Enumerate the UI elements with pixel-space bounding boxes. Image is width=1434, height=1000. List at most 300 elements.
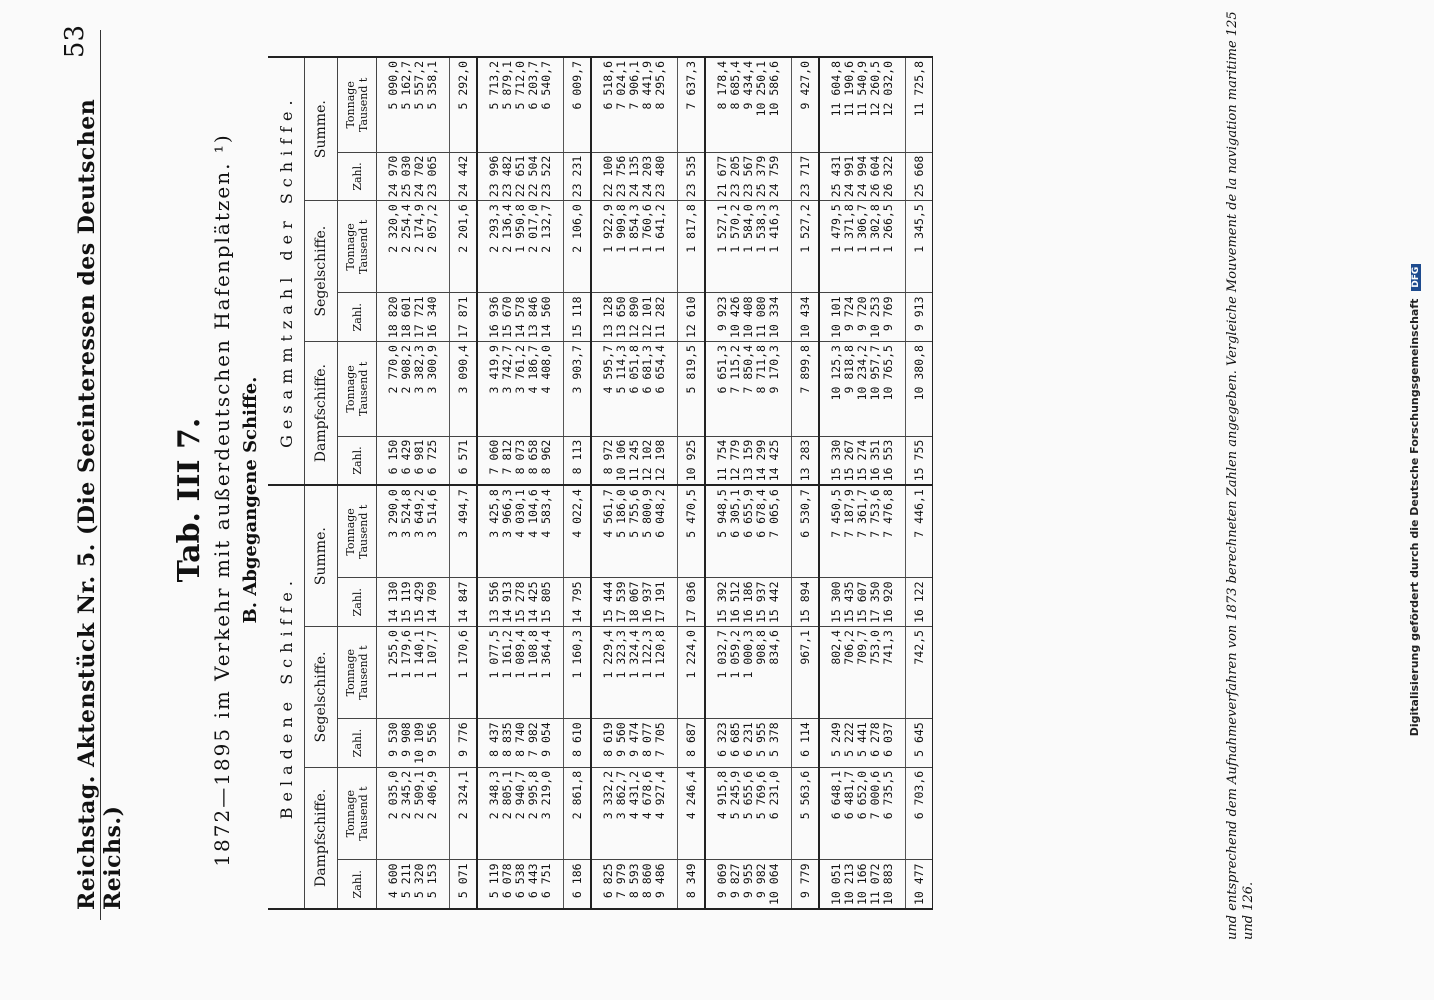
average-cell: 5 470,5	[678, 485, 706, 578]
table-cell: 10 253	[869, 293, 882, 342]
table-cell: 1 122,3	[641, 627, 654, 719]
average-cell: 1 224,0	[678, 627, 706, 719]
table-cell: 1 059,2	[729, 627, 742, 719]
average-cell: 2 324,1	[450, 767, 478, 860]
average-cell: 9 779	[792, 860, 820, 908]
table-cell: 1 909,8	[615, 201, 628, 293]
table-cell: 6 323	[716, 719, 729, 768]
table-cell: 2 908,2	[400, 342, 413, 437]
average-cell: 7 446,1	[906, 485, 933, 578]
table-cell: 6 685	[729, 719, 742, 768]
table-cell: 16 186	[742, 578, 755, 627]
table-cell: 12 198	[654, 436, 667, 485]
table-cell: 23 482	[501, 152, 514, 201]
average-cell: 15 755	[906, 436, 933, 485]
table-cell: 11 080	[755, 293, 768, 342]
table-cell: 6 540,7	[540, 58, 553, 152]
table-cell: 15 442	[768, 578, 781, 627]
average-cell: 12 610	[678, 293, 706, 342]
average-cell: 6 114	[792, 719, 820, 768]
table-cell: 23 480	[654, 152, 667, 201]
table-cell: 1 120,8	[654, 627, 667, 719]
average-cell: 2 201,6	[450, 201, 478, 293]
table-cell: 7 850,4	[742, 342, 755, 437]
table-cell: 1 324,4	[628, 627, 641, 719]
table-cell: 24 203	[641, 152, 654, 201]
table-cell: 2 057,2	[426, 201, 439, 293]
table-cell: 5 114,3	[615, 342, 628, 437]
table-cell: 1 302,8	[869, 201, 882, 293]
table-cell: 1 306,7	[856, 201, 869, 293]
table-cell: 6 051,8	[628, 342, 641, 437]
table-cell: 9 982	[754, 863, 768, 899]
table-cell: 3 514,6	[426, 485, 439, 578]
type-header: Summe.	[305, 58, 338, 201]
table-cell: 7 000,6	[869, 767, 882, 860]
table-cell: 1 760,6	[641, 201, 654, 293]
table-cell: 2 406,9	[426, 767, 439, 860]
table-cell: 5 153	[425, 863, 439, 899]
type-header: Summe.	[305, 485, 338, 626]
table-cell: 5 879,1	[501, 58, 514, 152]
table-cell: 5 557,2	[413, 58, 426, 152]
column-header: Tonnage Tausend t	[338, 58, 377, 152]
table-cell: 1 854,3	[628, 201, 641, 293]
table-cell: 9 069	[715, 863, 729, 899]
table-cell: 10 426	[729, 293, 742, 342]
table-cell: 9 556	[426, 719, 439, 768]
table-cell: 3 524,8	[400, 485, 413, 578]
table-cell: 10 408	[742, 293, 755, 342]
table-cell: 23 756	[615, 152, 628, 201]
table-cell: 8 685,4	[729, 58, 742, 152]
table-cell: 15 937	[755, 578, 768, 627]
table-cell: 6 078	[500, 863, 514, 899]
table-cell: 7 906,1	[628, 58, 641, 152]
table-cell: 2 940,7	[514, 767, 527, 860]
table-cell: 3 425,8	[488, 485, 501, 578]
table-cell: 1 922,9	[602, 201, 615, 293]
table-cell: 6 981	[413, 436, 426, 485]
table-cell: 7 476,8	[882, 485, 895, 578]
average-cell: 3 090,4	[450, 342, 478, 437]
average-cell: 1 160,3	[564, 627, 592, 719]
table-cell: 16 553	[882, 436, 895, 485]
type-header: Dampfschiffe.	[305, 342, 338, 486]
table-cell: 1 089,4	[514, 627, 527, 719]
average-cell: 5 563,6	[792, 767, 820, 860]
table-cell: 1 179,6	[400, 627, 413, 719]
table-cell: 9 474	[628, 719, 641, 768]
table-cell: 1 323,3	[615, 627, 628, 719]
table-cell: 10 250,1	[755, 58, 768, 152]
table-cell: 6 150	[387, 436, 400, 485]
table-cell: 5 162,7	[400, 58, 413, 152]
table-cell: 9 827	[728, 863, 742, 899]
table-cell: 25 431	[830, 152, 843, 201]
table-cell: 13 650	[615, 293, 628, 342]
table-cell: 14 425	[527, 578, 540, 627]
average-cell: 1 170,6	[450, 627, 478, 719]
average-cell: 1 817,8	[678, 201, 706, 293]
average-cell: 10 380,8	[906, 342, 933, 437]
column-header: Tonnage Tausend t	[338, 767, 377, 860]
table-cell: 5 320	[412, 863, 426, 899]
average-cell: 14 847	[450, 578, 478, 627]
table-cell: 21 677	[716, 152, 729, 201]
table-cell: 15 330	[830, 436, 843, 485]
table-cell: 2 995,8	[527, 767, 540, 860]
table-cell: 15 670	[501, 293, 514, 342]
average-cell: 4 022,4	[564, 485, 592, 578]
table-cell: 5 655,6	[742, 767, 755, 860]
running-head-title: Reichstag. Aktenstück Nr. 5. (Die Seeinteressen des Deutschen Reichs.)	[74, 98, 126, 910]
table-cell: 4 595,7	[602, 342, 615, 437]
average-cell: 6 530,7	[792, 485, 820, 578]
table-cell: 15 278	[514, 578, 527, 627]
average-cell: 25 668	[906, 152, 933, 201]
table-cell: 11 072	[868, 863, 882, 905]
type-header: Segelschiffe.	[305, 627, 338, 768]
average-cell: 8 349	[678, 860, 706, 908]
average-cell: 10 434	[792, 293, 820, 342]
table-cell: 11 245	[628, 436, 641, 485]
average-cell: 9 427,0	[792, 58, 820, 152]
table-cell: 4 915,8	[716, 767, 729, 860]
table-cell: 1 140,1	[413, 627, 426, 719]
table-cell: 9 054	[540, 719, 553, 768]
table-row	[654, 58, 667, 908]
average-cell: 6 009,7	[564, 58, 592, 152]
table-cell: 2 035,0	[387, 767, 400, 860]
table-cell: 11 190,6	[843, 58, 856, 152]
table-cell: 8 619	[602, 719, 615, 768]
average-cell: 8 113	[564, 436, 592, 485]
table-cell: 24 991	[843, 152, 856, 201]
table-cell: 15 429	[413, 578, 426, 627]
table-cell: 10 957,7	[869, 342, 882, 437]
table-cell: 4 431,2	[628, 767, 641, 860]
table-cell: 1 000,3	[742, 627, 755, 719]
table-cell: 2 254,4	[400, 201, 413, 293]
table-cell: 22 651	[514, 152, 527, 201]
average-cell: 9 913	[906, 293, 933, 342]
table-cell: 13 159	[742, 436, 755, 485]
table-cell: 15 274	[856, 436, 869, 485]
table-cell: 9 560	[615, 719, 628, 768]
table-cell: 6 751	[539, 863, 553, 899]
table-cell: 15 444	[602, 578, 615, 627]
table-cell: 7 024,1	[615, 58, 628, 152]
table-cell: 8 593	[627, 863, 641, 899]
table-cell: 9 434,4	[742, 58, 755, 152]
table-cell: 753,0	[869, 627, 882, 719]
table-cell: 15 300	[830, 578, 843, 627]
table-cell: 7 361,7	[856, 485, 869, 578]
table-cell: 3 742,7	[501, 342, 514, 437]
table-cell: 7 065,6	[768, 485, 781, 578]
average-cell: 23 717	[792, 152, 820, 201]
table-cell: 2 132,7	[540, 201, 553, 293]
average-row	[906, 58, 933, 908]
table-row	[768, 58, 781, 908]
table-cell: 23 567	[742, 152, 755, 201]
column-header: Zahl.	[338, 436, 377, 485]
table-cell: 3 300,9	[426, 342, 439, 437]
table-cell: 25 030	[400, 152, 413, 201]
table-cell: 5 245,9	[729, 767, 742, 860]
table-cell: 3 332,2	[602, 767, 615, 860]
group-header-total: Gesammtzahl der Schiffe.	[268, 58, 305, 485]
table-cell: 709,7	[856, 627, 869, 719]
table-cell: 3 290,0	[387, 485, 400, 578]
table-cell: 2 017,0	[527, 201, 540, 293]
digitization-text: Digitalisierung gefördert durch die Deutsche Forschungsgemeinschaft	[1408, 298, 1421, 737]
table-cell: 6 735,5	[882, 767, 895, 860]
table-cell: 5 249	[830, 719, 843, 768]
table-cell: 23 205	[729, 152, 742, 201]
table-cell: 6 725	[426, 436, 439, 485]
table-cell: 23 522	[540, 152, 553, 201]
average-cell: 10 925	[678, 436, 706, 485]
table-cell: 24 994	[856, 152, 869, 201]
table-cell: 1 161,2	[501, 627, 514, 719]
table-cell: 4 927,4	[654, 767, 667, 860]
table-cell: 16 340	[426, 293, 439, 342]
table-cell: 8 740	[514, 719, 527, 768]
table-cell: 8 441,9	[641, 58, 654, 152]
table-cell: 5 222	[843, 719, 856, 768]
page-number: 53	[60, 25, 90, 59]
table-cell: 10 586,6	[768, 58, 781, 152]
table-cell: 8 972	[602, 436, 615, 485]
table-cell: 16 937	[641, 578, 654, 627]
average-cell: 23 231	[564, 152, 592, 201]
column-header: Zahl.	[338, 152, 377, 201]
average-cell: 15 118	[564, 293, 592, 342]
average-cell: 23 535	[678, 152, 706, 201]
column-header: Tonnage Tausend t	[338, 627, 377, 719]
average-cell: 7 899,8	[792, 342, 820, 437]
table-cell: 2 509,1	[413, 767, 426, 860]
average-cell: 1 345,5	[906, 201, 933, 293]
table-cell: 10 883	[881, 863, 895, 905]
table-cell: 6 443	[526, 863, 540, 899]
footnote: und entsprechend dem Aufnahmeverfahren von 1873 berechneten Zahlen angegeben. Vergleiche Mouvement de la navigation maritime 125 und 126.	[1225, 11, 1256, 940]
average-cell: 17 871	[450, 293, 478, 342]
table-cell: 16 351	[869, 436, 882, 485]
table-cell: 24 702	[413, 152, 426, 201]
table-cell: 741,3	[882, 627, 895, 719]
average-cell: 3 494,7	[450, 485, 478, 578]
table-cell: 15 607	[856, 578, 869, 627]
table-cell: 7 115,2	[729, 342, 742, 437]
table-cell: 13 128	[602, 293, 615, 342]
table-cell: 11 754	[716, 436, 729, 485]
table-cell: 2 320,0	[387, 201, 400, 293]
average-cell: 2 861,8	[564, 767, 592, 860]
table-cell: 6 037	[882, 719, 895, 768]
table-cell: 5 955	[755, 719, 768, 768]
average-cell: 8 687	[678, 719, 706, 768]
table-cell: 13 846	[527, 293, 540, 342]
statistics-table	[268, 56, 933, 910]
table-cell: 834,6	[768, 627, 781, 719]
table-cell: 6 231	[742, 719, 755, 768]
table-cell: 1 416,3	[768, 201, 781, 293]
average-cell: 4 246,4	[678, 767, 706, 860]
table-cell: 6 203,7	[527, 58, 540, 152]
table-cell: 4 408,0	[540, 342, 553, 437]
table-cell: 6 825	[601, 863, 615, 899]
table-cell: 14 913	[501, 578, 514, 627]
average-cell: 6 703,6	[906, 767, 933, 860]
table-cell: 9 170,3	[768, 342, 781, 437]
table-cell: 1 371,8	[843, 201, 856, 293]
table-cell: 14 709	[426, 578, 439, 627]
table-cell: 10 101	[830, 293, 843, 342]
average-cell: 24 442	[450, 152, 478, 201]
table-cell: 2 174,9	[413, 201, 426, 293]
table-cell: 10 334	[768, 293, 781, 342]
table-cell: 17 721	[413, 293, 426, 342]
table-cell: 1 527,1	[716, 201, 729, 293]
average-cell: 2 106,0	[564, 201, 592, 293]
table-cell: 8 437	[488, 719, 501, 768]
table-cell: 24 135	[628, 152, 641, 201]
table-cell: 4 583,4	[540, 485, 553, 578]
column-header: Tonnage Tausend t	[338, 201, 377, 293]
table-cell: 4 561,7	[602, 485, 615, 578]
table-cell: 9 955	[741, 863, 755, 899]
table-cell: 23 065	[426, 152, 439, 201]
table-cell: 7 982	[527, 719, 540, 768]
table-cell: 9 818,8	[843, 342, 856, 437]
table-cell: 5 211	[399, 863, 413, 899]
table-cell: 6 648,1	[830, 767, 843, 860]
table-cell: 2 348,3	[488, 767, 501, 860]
table-cell: 3 862,7	[615, 767, 628, 860]
average-cell: 5 292,0	[450, 58, 478, 152]
table-cell: 10 234,2	[856, 342, 869, 437]
table-cell: 1 479,5	[830, 201, 843, 293]
table-cell: 18 601	[400, 293, 413, 342]
table-cell: 5 090,0	[387, 58, 400, 152]
type-header: Segelschiffe.	[305, 201, 338, 342]
column-header: Tonnage Tausend t	[338, 485, 377, 578]
table-cell: 3 219,0	[540, 767, 553, 860]
table-cell: 6 518,6	[602, 58, 615, 152]
average-cell: 15 894	[792, 578, 820, 627]
table-cell: 6 678,4	[755, 485, 768, 578]
table-cell: 10 106	[615, 436, 628, 485]
table-cell: 5 712,0	[514, 58, 527, 152]
type-header: Dampfschiffe.	[305, 767, 338, 908]
table-cell: 2 136,4	[501, 201, 514, 293]
column-header: Zahl.	[338, 578, 377, 627]
average-row	[450, 58, 478, 908]
table-cell: 26 604	[869, 152, 882, 201]
average-cell: 13 283	[792, 436, 820, 485]
table-cell: 1 108,8	[527, 627, 540, 719]
table-cell: 1 641,2	[654, 201, 667, 293]
table-cell: 17 350	[869, 578, 882, 627]
table-cell: 9 908	[400, 719, 413, 768]
table-cell: 10 166	[855, 863, 869, 905]
column-header: Zahl.	[338, 293, 377, 342]
table-cell: 908,8	[755, 627, 768, 719]
table-cell: 1 364,4	[540, 627, 553, 719]
average-cell: 10 477	[906, 860, 933, 908]
table-cell: 802,4	[830, 627, 843, 719]
table-cell: 1 255,0	[387, 627, 400, 719]
table-cell: 6 654,4	[654, 342, 667, 437]
average-cell: 6 186	[564, 860, 592, 908]
average-cell: 1 527,2	[792, 201, 820, 293]
table-cell: 18 067	[628, 578, 641, 627]
table-cell: 9 923	[716, 293, 729, 342]
table-cell: 15 119	[400, 578, 413, 627]
average-row	[792, 58, 820, 908]
table-cell: 4 030,1	[514, 485, 527, 578]
table-cell: 5 769,6	[755, 767, 768, 860]
table-cell: 1 570,2	[729, 201, 742, 293]
table-cell: 7 979	[614, 863, 628, 899]
table-cell: 16 512	[729, 578, 742, 627]
table-cell: 13 556	[488, 578, 501, 627]
average-cell: 3 903,7	[564, 342, 592, 437]
table-cell: 11 604,8	[830, 58, 843, 152]
table-cell: 6 048,2	[654, 485, 667, 578]
table-cell: 8 073	[514, 436, 527, 485]
table-row	[426, 58, 439, 908]
table-cell: 24 759	[768, 152, 781, 201]
table-cell: 7 060	[488, 436, 501, 485]
dfg-logo: DFG	[1411, 264, 1421, 291]
table-cell: 5 800,9	[641, 485, 654, 578]
table-cell: 5 119	[487, 863, 501, 899]
column-header: Tonnage Tausend t	[338, 342, 377, 437]
table-cell: 6 681,3	[641, 342, 654, 437]
table-cell: 9 720	[856, 293, 869, 342]
average-cell: 742,5	[906, 627, 933, 719]
table-cell: 3 649,2	[413, 485, 426, 578]
table-cell: 5 378	[768, 719, 781, 768]
table-row	[540, 58, 553, 908]
table-cell: 2 345,2	[400, 767, 413, 860]
table-cell: 7 187,9	[843, 485, 856, 578]
table-cell: 8 658	[527, 436, 540, 485]
table-cell: 2 293,3	[488, 201, 501, 293]
average-cell: 5 819,5	[678, 342, 706, 437]
table-cell: 2 770,0	[387, 342, 400, 437]
table-cell: 9 769	[882, 293, 895, 342]
average-row	[564, 58, 592, 908]
table-cell: 6 481,7	[843, 767, 856, 860]
running-head	[60, 0, 126, 1000]
table-cell: 22 100	[602, 152, 615, 201]
table-cell: 15 392	[716, 578, 729, 627]
average-cell: 8 610	[564, 719, 592, 768]
table-cell: 12 890	[628, 293, 641, 342]
table-cell: 8 835	[501, 719, 514, 768]
table-cell: 7 812	[501, 436, 514, 485]
table-cell: 6 652,0	[856, 767, 869, 860]
table-cell: 10 765,5	[882, 342, 895, 437]
table-cell: 12 260,5	[869, 58, 882, 152]
table-cell: 24 970	[387, 152, 400, 201]
average-cell: 9 776	[450, 719, 478, 768]
